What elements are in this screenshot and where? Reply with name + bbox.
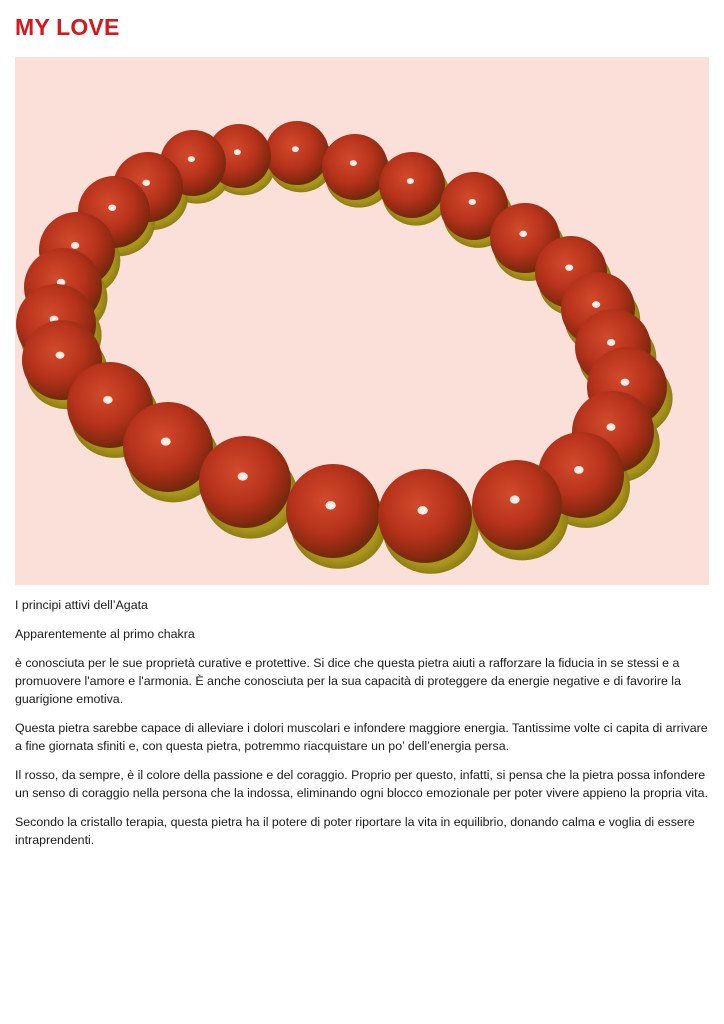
paragraph-energy: Questa pietra sarebbe capace di alleviare i dolori muscolari e infondere maggiore energia. Tantissime volte ci capita di arrivare a fine giornata sfiniti e, con questa pietra, potremmo riacquistare un po’ dell’energia persa. — [15, 721, 708, 753]
bracelet-bead — [472, 460, 562, 550]
bracelet-bead — [322, 134, 388, 200]
bracelet-bead — [286, 464, 380, 558]
bracelet-bead — [199, 436, 291, 528]
paragraph-crystal-therapy: Secondo la cristallo terapia, questa pietra ha il potere di poter riportare la vita in equilibrio, donando calma e voglia di essere intraprendenti. — [15, 815, 695, 847]
paragraph-properties: è conosciuta per le sue proprietà curative e protettive. Si dice che questa pietra aiuti a rafforzare la fiducia in se stessi e a promuovere l'amore e l'armonia. È anche conosciuta per la sua capacità di proteggere da energie negative e di favorire la guarigione emotiva. — [15, 656, 681, 706]
bracelet-bead — [265, 121, 329, 185]
bracelet-bead — [378, 469, 472, 563]
paragraph-red-color: Il rosso, da sempre, è il colore della passione e del coraggio. Proprio per questo, infatti, si pensa che la pietra possa infondere un senso di coraggio nella persona che la indossa, eliminando ogni blocco emozionale per poter vivere appieno la propria vita. — [15, 768, 708, 800]
bracelet-illustration — [15, 57, 709, 585]
bracelet-photo — [15, 57, 709, 585]
bracelet-bead — [379, 152, 445, 218]
page-title: MY LOVE — [15, 14, 120, 40]
article-body — [15, 596, 709, 860]
paragraph-chakra: Apparentemente al primo chakra — [15, 627, 195, 641]
section-heading-active-principles: I principi attivi dell’Agata — [15, 598, 148, 612]
